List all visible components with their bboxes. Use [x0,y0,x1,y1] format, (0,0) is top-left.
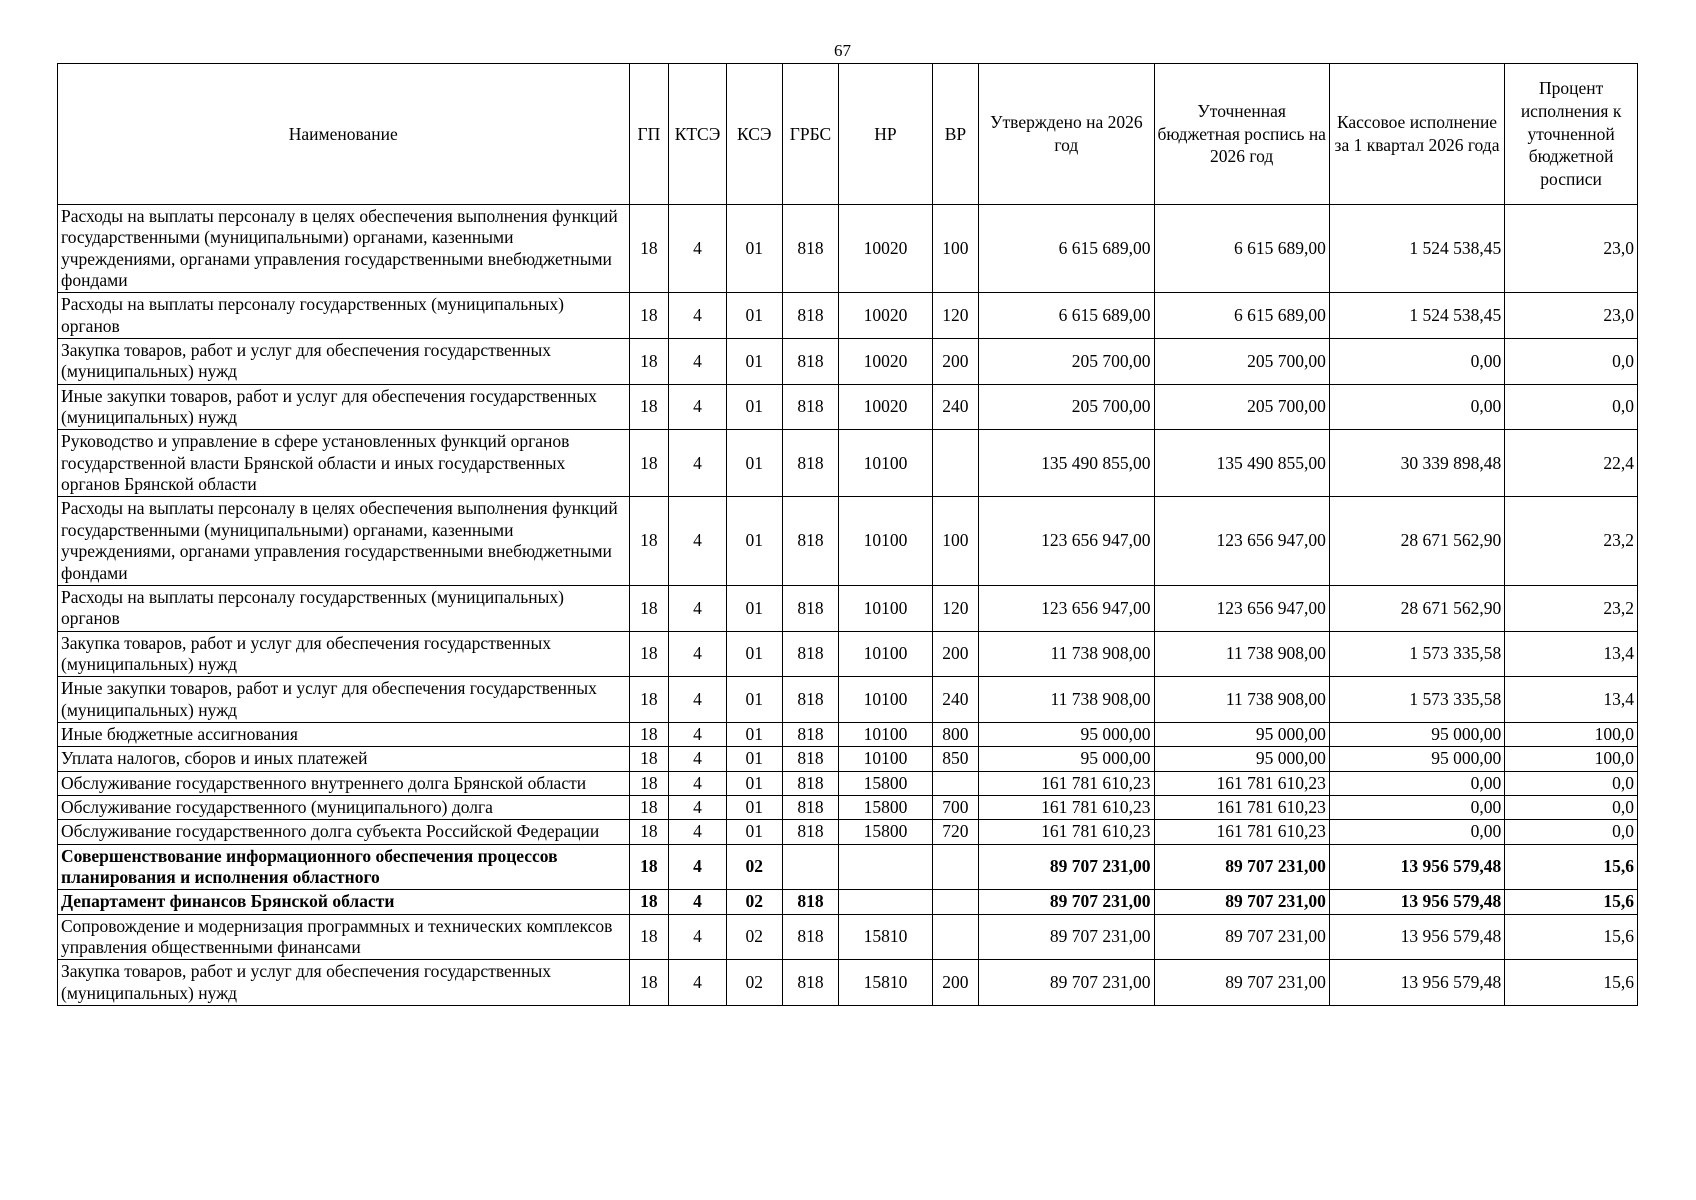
cell-ktse: 4 [669,631,727,677]
cell-kse: 01 [726,771,782,795]
cell-vr: 700 [932,795,979,819]
cell-grbs: 818 [782,430,839,497]
cell-kse: 01 [726,722,782,746]
table-row [58,339,1638,385]
cell-cash: 95 000,00 [1329,722,1504,746]
cell-cash: 0,00 [1329,384,1504,430]
cell-grbs: 818 [782,771,839,795]
header-nr: НР [839,64,932,205]
cell-approved: 161 781 610,23 [979,795,1154,819]
cell-ktse: 4 [669,960,727,1006]
cell-name: Обслуживание государственного долга субъекта Российской Федерации [58,820,630,844]
header-percent: Процент исполнения к уточненной бюджетной росписи [1505,64,1638,205]
table-row [58,677,1638,723]
cell-refined: 123 656 947,00 [1154,585,1329,631]
cell-refined: 89 707 231,00 [1154,844,1329,890]
cell-name: Закупка товаров, работ и услуг для обеспечения государственных (муниципальных) нужд [58,339,630,385]
cell-name: Уплата налогов, сборов и иных платежей [58,747,630,771]
cell-kse: 02 [726,960,782,1006]
cell-name: Обслуживание государственного внутреннего долга Брянской области [58,771,630,795]
cell-nr: 10020 [839,339,932,385]
cell-name: Расходы на выплаты персоналу государственных (муниципальных) органов [58,585,630,631]
cell-ktse: 4 [669,844,727,890]
cell-percent: 0,0 [1505,771,1638,795]
cell-percent: 0,0 [1505,795,1638,819]
cell-kse: 01 [726,497,782,585]
cell-gp: 18 [629,497,669,585]
cell-name: Иные закупки товаров, работ и услуг для обеспечения государственных (муниципальных) нужд [58,677,630,723]
cell-ktse: 4 [669,890,727,914]
cell-name: Департамент финансов Брянской области [58,890,630,914]
cell-grbs: 818 [782,585,839,631]
cell-approved: 95 000,00 [979,722,1154,746]
cell-ktse: 4 [669,722,727,746]
cell-grbs: 818 [782,722,839,746]
cell-ktse: 4 [669,914,727,960]
cell-grbs: 818 [782,677,839,723]
cell-refined: 6 615 689,00 [1154,293,1329,339]
budget-table [57,63,1638,1006]
cell-grbs: 818 [782,205,839,293]
cell-ktse: 4 [669,820,727,844]
cell-gp: 18 [629,747,669,771]
cell-kse: 01 [726,747,782,771]
header-ktse: КТСЭ [669,64,727,205]
cell-approved: 95 000,00 [979,747,1154,771]
cell-approved: 135 490 855,00 [979,430,1154,497]
cell-percent: 0,0 [1505,384,1638,430]
cell-cash: 0,00 [1329,339,1504,385]
cell-gp: 18 [629,384,669,430]
cell-gp: 18 [629,677,669,723]
cell-name: Расходы на выплаты персоналу государственных (муниципальных) органов [58,293,630,339]
table-row [58,384,1638,430]
cell-percent: 23,0 [1505,293,1638,339]
cell-vr: 200 [932,631,979,677]
cell-cash: 28 671 562,90 [1329,497,1504,585]
cell-vr: 200 [932,960,979,1006]
cell-grbs: 818 [782,339,839,385]
cell-gp: 18 [629,890,669,914]
table-row [58,914,1638,960]
cell-grbs: 818 [782,820,839,844]
header-name: Наименование [58,64,630,205]
cell-percent: 22,4 [1505,430,1638,497]
table-header-row [58,64,1638,205]
cell-gp: 18 [629,795,669,819]
header-approved: Утверждено на 2026 год [979,64,1154,205]
cell-approved: 123 656 947,00 [979,497,1154,585]
cell-refined: 205 700,00 [1154,384,1329,430]
cell-approved: 89 707 231,00 [979,890,1154,914]
cell-percent: 23,2 [1505,585,1638,631]
header-refined: Уточненная бюджетная роспись на 2026 год [1154,64,1329,205]
cell-nr: 10020 [839,293,932,339]
cell-vr [932,430,979,497]
cell-name: Расходы на выплаты персоналу в целях обеспечения выполнения функций государственными (муниципальными) органами, казенными учреждениями, органами управления государственными внебюджетными фондами [58,205,630,293]
cell-kse: 01 [726,677,782,723]
cell-nr: 10100 [839,585,932,631]
cell-cash: 13 956 579,48 [1329,914,1504,960]
cell-cash: 0,00 [1329,820,1504,844]
cell-gp: 18 [629,914,669,960]
page-number: 67 [834,41,851,60]
cell-nr: 10020 [839,384,932,430]
cell-vr [932,844,979,890]
cell-refined: 161 781 610,23 [1154,771,1329,795]
cell-grbs: 818 [782,795,839,819]
cell-kse: 02 [726,914,782,960]
cell-approved: 11 738 908,00 [979,677,1154,723]
cell-name: Иные бюджетные ассигнования [58,722,630,746]
cell-gp: 18 [629,960,669,1006]
table-body [58,205,1638,1006]
cell-vr [932,890,979,914]
cell-approved: 89 707 231,00 [979,914,1154,960]
cell-grbs: 818 [782,384,839,430]
cell-name: Совершенствование информационного обеспечения процессов планирования и исполнения областного [58,844,630,890]
cell-nr: 10100 [839,722,932,746]
cell-vr [932,914,979,960]
cell-approved: 89 707 231,00 [979,844,1154,890]
header-gp: ГП [629,64,669,205]
cell-refined: 95 000,00 [1154,747,1329,771]
cell-gp: 18 [629,722,669,746]
cell-ktse: 4 [669,795,727,819]
cell-vr: 240 [932,677,979,723]
cell-vr: 850 [932,747,979,771]
cell-percent: 15,6 [1505,890,1638,914]
cell-name: Сопровождение и модернизация программных и технических комплексов управления общественными финансами [58,914,630,960]
cell-percent: 0,0 [1505,339,1638,385]
cell-name: Иные закупки товаров, работ и услуг для обеспечения государственных (муниципальных) нужд [58,384,630,430]
table-row [58,747,1638,771]
cell-nr: 15800 [839,795,932,819]
cell-gp: 18 [629,631,669,677]
table-row [58,844,1638,890]
cell-cash: 0,00 [1329,771,1504,795]
table-row [58,890,1638,914]
cell-refined: 135 490 855,00 [1154,430,1329,497]
cell-kse: 02 [726,844,782,890]
cell-refined: 89 707 231,00 [1154,914,1329,960]
cell-refined: 11 738 908,00 [1154,677,1329,723]
cell-grbs: 818 [782,890,839,914]
cell-gp: 18 [629,430,669,497]
cell-ktse: 4 [669,497,727,585]
cell-approved: 89 707 231,00 [979,960,1154,1006]
cell-percent: 13,4 [1505,631,1638,677]
cell-nr: 10100 [839,430,932,497]
cell-refined: 123 656 947,00 [1154,497,1329,585]
cell-kse: 01 [726,384,782,430]
cell-percent: 13,4 [1505,677,1638,723]
cell-vr: 120 [932,585,979,631]
cell-refined: 89 707 231,00 [1154,960,1329,1006]
table-row [58,820,1638,844]
cell-nr [839,890,932,914]
cell-ktse: 4 [669,771,727,795]
cell-percent: 15,6 [1505,960,1638,1006]
cell-vr: 120 [932,293,979,339]
cell-grbs: 818 [782,960,839,1006]
cell-approved: 6 615 689,00 [979,205,1154,293]
cell-cash: 13 956 579,48 [1329,960,1504,1006]
cell-grbs: 818 [782,293,839,339]
cell-nr: 10020 [839,205,932,293]
cell-kse: 01 [726,585,782,631]
cell-grbs: 818 [782,631,839,677]
cell-percent: 15,6 [1505,844,1638,890]
cell-cash: 13 956 579,48 [1329,844,1504,890]
cell-cash: 30 339 898,48 [1329,430,1504,497]
cell-approved: 205 700,00 [979,339,1154,385]
cell-grbs: 818 [782,497,839,585]
table-row [58,722,1638,746]
cell-refined: 95 000,00 [1154,722,1329,746]
cell-nr: 15800 [839,820,932,844]
cell-kse: 01 [726,205,782,293]
cell-vr: 240 [932,384,979,430]
table-row [58,631,1638,677]
cell-refined: 89 707 231,00 [1154,890,1329,914]
cell-vr: 100 [932,205,979,293]
cell-gp: 18 [629,339,669,385]
cell-percent: 100,0 [1505,722,1638,746]
cell-refined: 161 781 610,23 [1154,795,1329,819]
cell-cash: 1 524 538,45 [1329,205,1504,293]
table-row [58,497,1638,585]
cell-vr [932,771,979,795]
cell-name: Закупка товаров, работ и услуг для обеспечения государственных (муниципальных) нужд [58,960,630,1006]
cell-ktse: 4 [669,339,727,385]
cell-refined: 205 700,00 [1154,339,1329,385]
cell-gp: 18 [629,771,669,795]
cell-kse: 01 [726,795,782,819]
cell-vr: 100 [932,497,979,585]
header-cash: Кассовое исполнение за 1 квартал 2026 года [1329,64,1504,205]
cell-approved: 205 700,00 [979,384,1154,430]
cell-grbs: 818 [782,747,839,771]
table-row [58,293,1638,339]
table-row [58,205,1638,293]
cell-nr: 10100 [839,497,932,585]
header-vr: ВР [932,64,979,205]
cell-name: Расходы на выплаты персоналу в целях обеспечения выполнения функций государственными (муниципальными) органами, казенными учреждениями, органами управления государственными внебюджетными фондами [58,497,630,585]
cell-cash: 95 000,00 [1329,747,1504,771]
cell-nr: 10100 [839,747,932,771]
cell-nr: 15810 [839,960,932,1006]
cell-kse: 01 [726,339,782,385]
cell-percent: 23,2 [1505,497,1638,585]
cell-name: Руководство и управление в сфере установленных функций органов государственной власти Брянской области и иных государственных органов Брянской области [58,430,630,497]
cell-ktse: 4 [669,677,727,723]
header-grbs: ГРБС [782,64,839,205]
cell-ktse: 4 [669,430,727,497]
cell-refined: 161 781 610,23 [1154,820,1329,844]
cell-refined: 6 615 689,00 [1154,205,1329,293]
cell-cash: 1 573 335,58 [1329,677,1504,723]
cell-kse: 02 [726,890,782,914]
cell-gp: 18 [629,205,669,293]
cell-cash: 13 956 579,48 [1329,890,1504,914]
cell-kse: 01 [726,820,782,844]
cell-approved: 161 781 610,23 [979,771,1154,795]
cell-approved: 161 781 610,23 [979,820,1154,844]
cell-ktse: 4 [669,205,727,293]
cell-gp: 18 [629,820,669,844]
table-row [58,430,1638,497]
table-row [58,585,1638,631]
cell-nr: 10100 [839,631,932,677]
cell-cash: 28 671 562,90 [1329,585,1504,631]
cell-ktse: 4 [669,747,727,771]
cell-approved: 11 738 908,00 [979,631,1154,677]
cell-gp: 18 [629,844,669,890]
cell-name: Закупка товаров, работ и услуг для обеспечения государственных (муниципальных) нужд [58,631,630,677]
cell-percent: 0,0 [1505,820,1638,844]
table-row [58,960,1638,1006]
cell-vr: 200 [932,339,979,385]
cell-percent: 15,6 [1505,914,1638,960]
cell-ktse: 4 [669,293,727,339]
table-row [58,795,1638,819]
cell-cash: 1 524 538,45 [1329,293,1504,339]
cell-vr: 720 [932,820,979,844]
cell-refined: 11 738 908,00 [1154,631,1329,677]
cell-nr: 10100 [839,677,932,723]
cell-nr [839,844,932,890]
cell-cash: 1 573 335,58 [1329,631,1504,677]
cell-cash: 0,00 [1329,795,1504,819]
cell-grbs [782,844,839,890]
cell-nr: 15800 [839,771,932,795]
table-row [58,771,1638,795]
cell-percent: 100,0 [1505,747,1638,771]
cell-nr: 15810 [839,914,932,960]
cell-ktse: 4 [669,585,727,631]
cell-gp: 18 [629,585,669,631]
cell-kse: 01 [726,293,782,339]
cell-kse: 01 [726,430,782,497]
header-kse: КСЭ [726,64,782,205]
cell-approved: 6 615 689,00 [979,293,1154,339]
cell-gp: 18 [629,293,669,339]
cell-percent: 23,0 [1505,205,1638,293]
cell-name: Обслуживание государственного (муниципального) долга [58,795,630,819]
cell-kse: 01 [726,631,782,677]
cell-vr: 800 [932,722,979,746]
cell-ktse: 4 [669,384,727,430]
cell-grbs: 818 [782,914,839,960]
cell-approved: 123 656 947,00 [979,585,1154,631]
